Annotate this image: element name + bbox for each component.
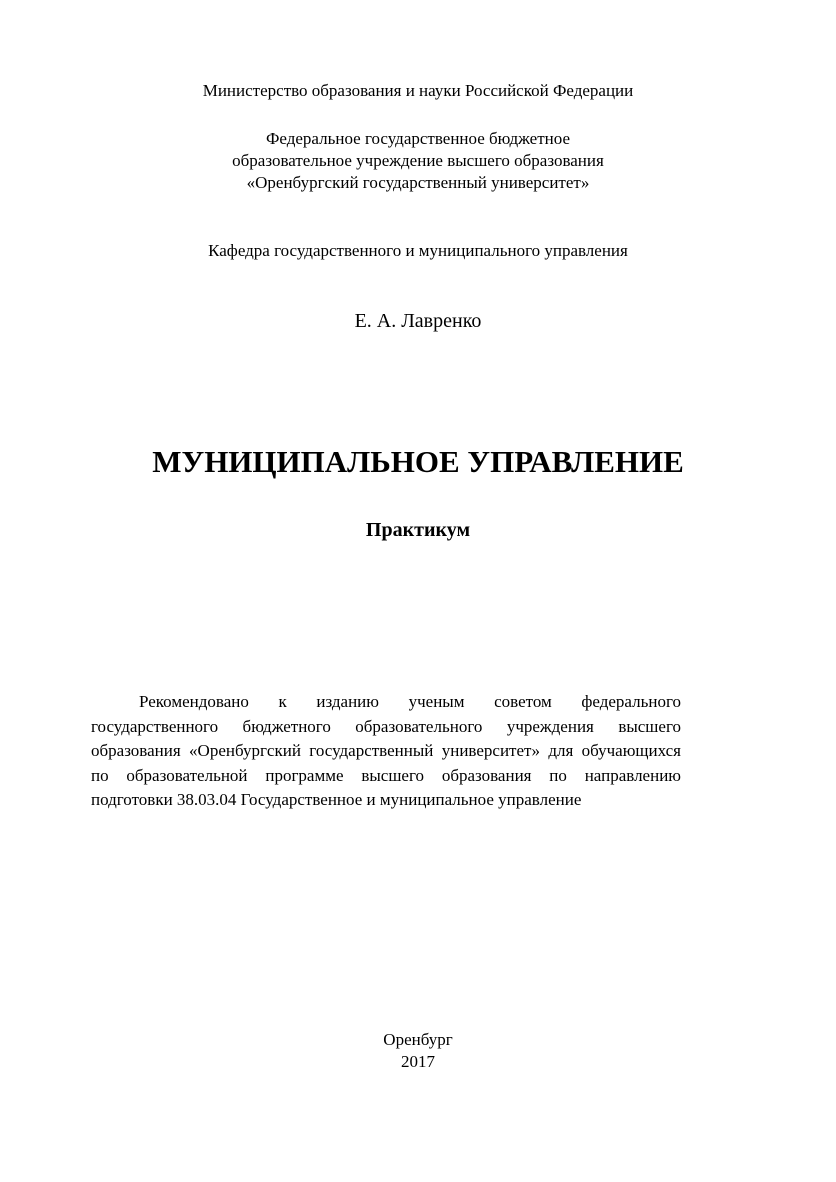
institution-line-2: образовательное учреждение высшего образования (232, 151, 604, 170)
document-title: МУНИЦИПАЛЬНОЕ УПРАВЛЕНИЕ (152, 444, 684, 479)
recommendation-paragraph: Рекомендовано к изданию ученым советом федерального государственного бюджетного образовательного учреждения высшего образования «Оренбургский государственный университет» для обучающихся по образовательной программе высшего образования по направлению подготовки 38.03.04 Государственное и муниципальное управление (91, 692, 681, 809)
ministry-name: Министерство образования и науки Российской Федерации (202, 81, 634, 100)
department-name: Кафедра государственного и муниципального управления (208, 241, 628, 260)
publication-year: 2017 (401, 1052, 435, 1071)
institution-line-3: «Оренбургский государственный университет» (246, 173, 590, 192)
author-name: Е. А. Лавренко (354, 310, 482, 332)
document-subtitle: Практикум (365, 519, 471, 541)
publication-city: Оренбург (383, 1030, 453, 1049)
institution-line-1: Федеральное государственное бюджетное (265, 129, 571, 148)
